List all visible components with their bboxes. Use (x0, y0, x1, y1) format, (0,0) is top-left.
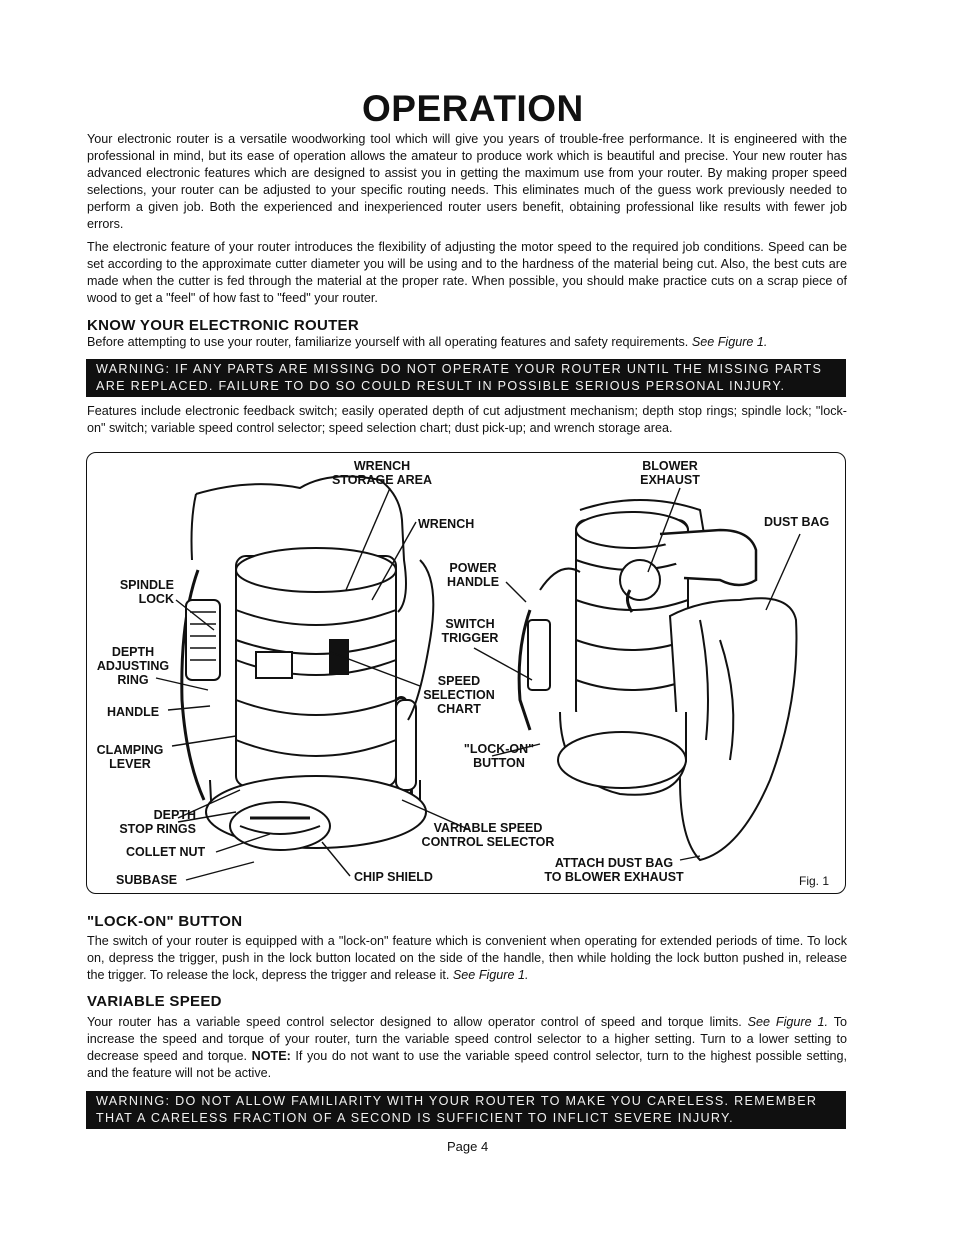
label-spindle-lock: SPINDLE LOCK (119, 578, 174, 606)
intro-paragraph-2: The electronic feature of your router introduces the flexibility of adjusting the motor speed to the required job conditions. Speed can be set according to the approximate cutter diameter you will be using and to the hardness of the material being cut. Also, the best cuts are made when the cutter is fed through the material at the proper rate. When possible, you should make practice cuts on a scrap piece of wood to get a "feel" of how fast to "feed" your router. (87, 240, 847, 305)
label-handle: HANDLE (107, 705, 160, 719)
variable-speed-paragraph (87, 1014, 847, 1082)
note-label: NOTE: (251, 1049, 291, 1063)
warning-familiarity: WARNING: DO NOT ALLOW FAMILIARITY WITH YOUR ROUTER TO MAKE YOU CARELESS. REMEMBER THAT A CARELESS FRACTION OF A SECOND IS SUFFICIENT TO INFLICT SEVERE INJURY. (86, 1091, 846, 1129)
variable-speed-heading: VARIABLE SPEED (87, 993, 222, 1010)
warning-missing-parts: WARNING: IF ANY PARTS ARE MISSING DO NOT OPERATE YOUR ROUTER UNTIL THE MISSING PARTS ARE REPLACED. FAILURE TO DO SO COULD RESULT IN POSSIBLE SERIOUS PERSONAL INJURY. (86, 359, 846, 397)
lock-on-body: The switch of your router is equipped with a "lock-on" feature which is convenient when operating for extended periods of time. To lock on, depress the trigger, push in the lock button located on the side of the handle, then while holding the lock button pushed in, release the trigger. To release the lock, depress the trigger and release it. (87, 934, 847, 982)
note-text: If you do not want to use the variable speed control selector, turn to the highest possible setting, and the feature will not be active. (87, 1049, 848, 1080)
label-wrench-storage-area: WRENCH STORAGE AREA (331, 459, 432, 487)
page-title: OPERATION (362, 88, 584, 129)
label-depth-adjusting-ring: DEPTH ADJUSTING RING (96, 645, 170, 687)
lock-on-figure-reference: See Figure 1. (452, 968, 529, 982)
label-speed-selection-chart: SPEED SELECTION CHART (423, 674, 495, 716)
figure-reference: See Figure 1. (691, 335, 768, 349)
label-clamping-lever: CLAMPING LEVER (96, 743, 164, 771)
variable-speed-body-1: Your router has a variable speed control selector designed to allow operator control of speed and torque limits. (87, 1015, 742, 1029)
know-router-heading: KNOW YOUR ELECTRONIC ROUTER (87, 317, 359, 334)
label-depth-stop-rings: DEPTH STOP RINGS (119, 808, 196, 836)
figure-number: Fig. 1 (799, 874, 830, 888)
label-dust-bag: DUST BAG (764, 515, 830, 529)
intro-paragraph-1: Your electronic router is a versatile woodworking tool which will give you years of trouble-free performance. It is engineered with the professional in mind, but its ease of operation allows the amateur to produce work which is beautiful and precise. Your new router has advanced electronic features which are designed to assist you in getting the maximum use from your router. By making proper speed selections, your router can be adjusted to your specific routing needs. This eliminates much of the guess work previously needed to perform a given job. Both the experienced and inexperienced router users benefit, obtaining professional like results with fewer job errors. (87, 132, 847, 231)
lock-on-heading: "LOCK-ON" BUTTON (87, 913, 243, 930)
features-paragraph: Features include electronic feedback switch; easily operated depth of cut adjustment mechanism; depth stop rings; spindle lock; "lock-on" switch; variable speed control selector; speed selection chart; dust pick-up; and wrench storage area. (87, 404, 847, 435)
label-wrench: WRENCH (418, 517, 475, 531)
label-blower-exhaust: BLOWER EXHAUST (640, 459, 700, 487)
label-variable-speed-control-selector: VARIABLE SPEED CONTROL SELECTOR (421, 821, 555, 849)
label-chip-shield: CHIP SHIELD (354, 870, 433, 884)
label-lock-on-button: "LOCK-ON" BUTTON (463, 742, 535, 770)
variable-speed-figure-reference: See Figure 1. (747, 1015, 829, 1029)
lock-on-paragraph (87, 933, 847, 984)
label-switch-trigger: SWITCH TRIGGER (441, 617, 499, 645)
know-router-body: Before attempting to use your router, familiarize yourself with all operating features and safety requirements. (87, 335, 689, 349)
label-power-handle: POWER HANDLE (446, 561, 500, 589)
variable-speed-body-2: To increase the speed and torque of your router, turn the variable speed control selector to a higher setting. Turn to a lower setting to decrease speed and torque. (87, 1015, 848, 1063)
label-collet-nut: COLLET NUT (126, 845, 206, 859)
page-number: Page 4 (447, 1139, 489, 1154)
label-subbase: SUBBASE (116, 873, 178, 887)
label-attach-dust-bag: ATTACH DUST BAG TO BLOWER EXHAUST (544, 856, 684, 884)
